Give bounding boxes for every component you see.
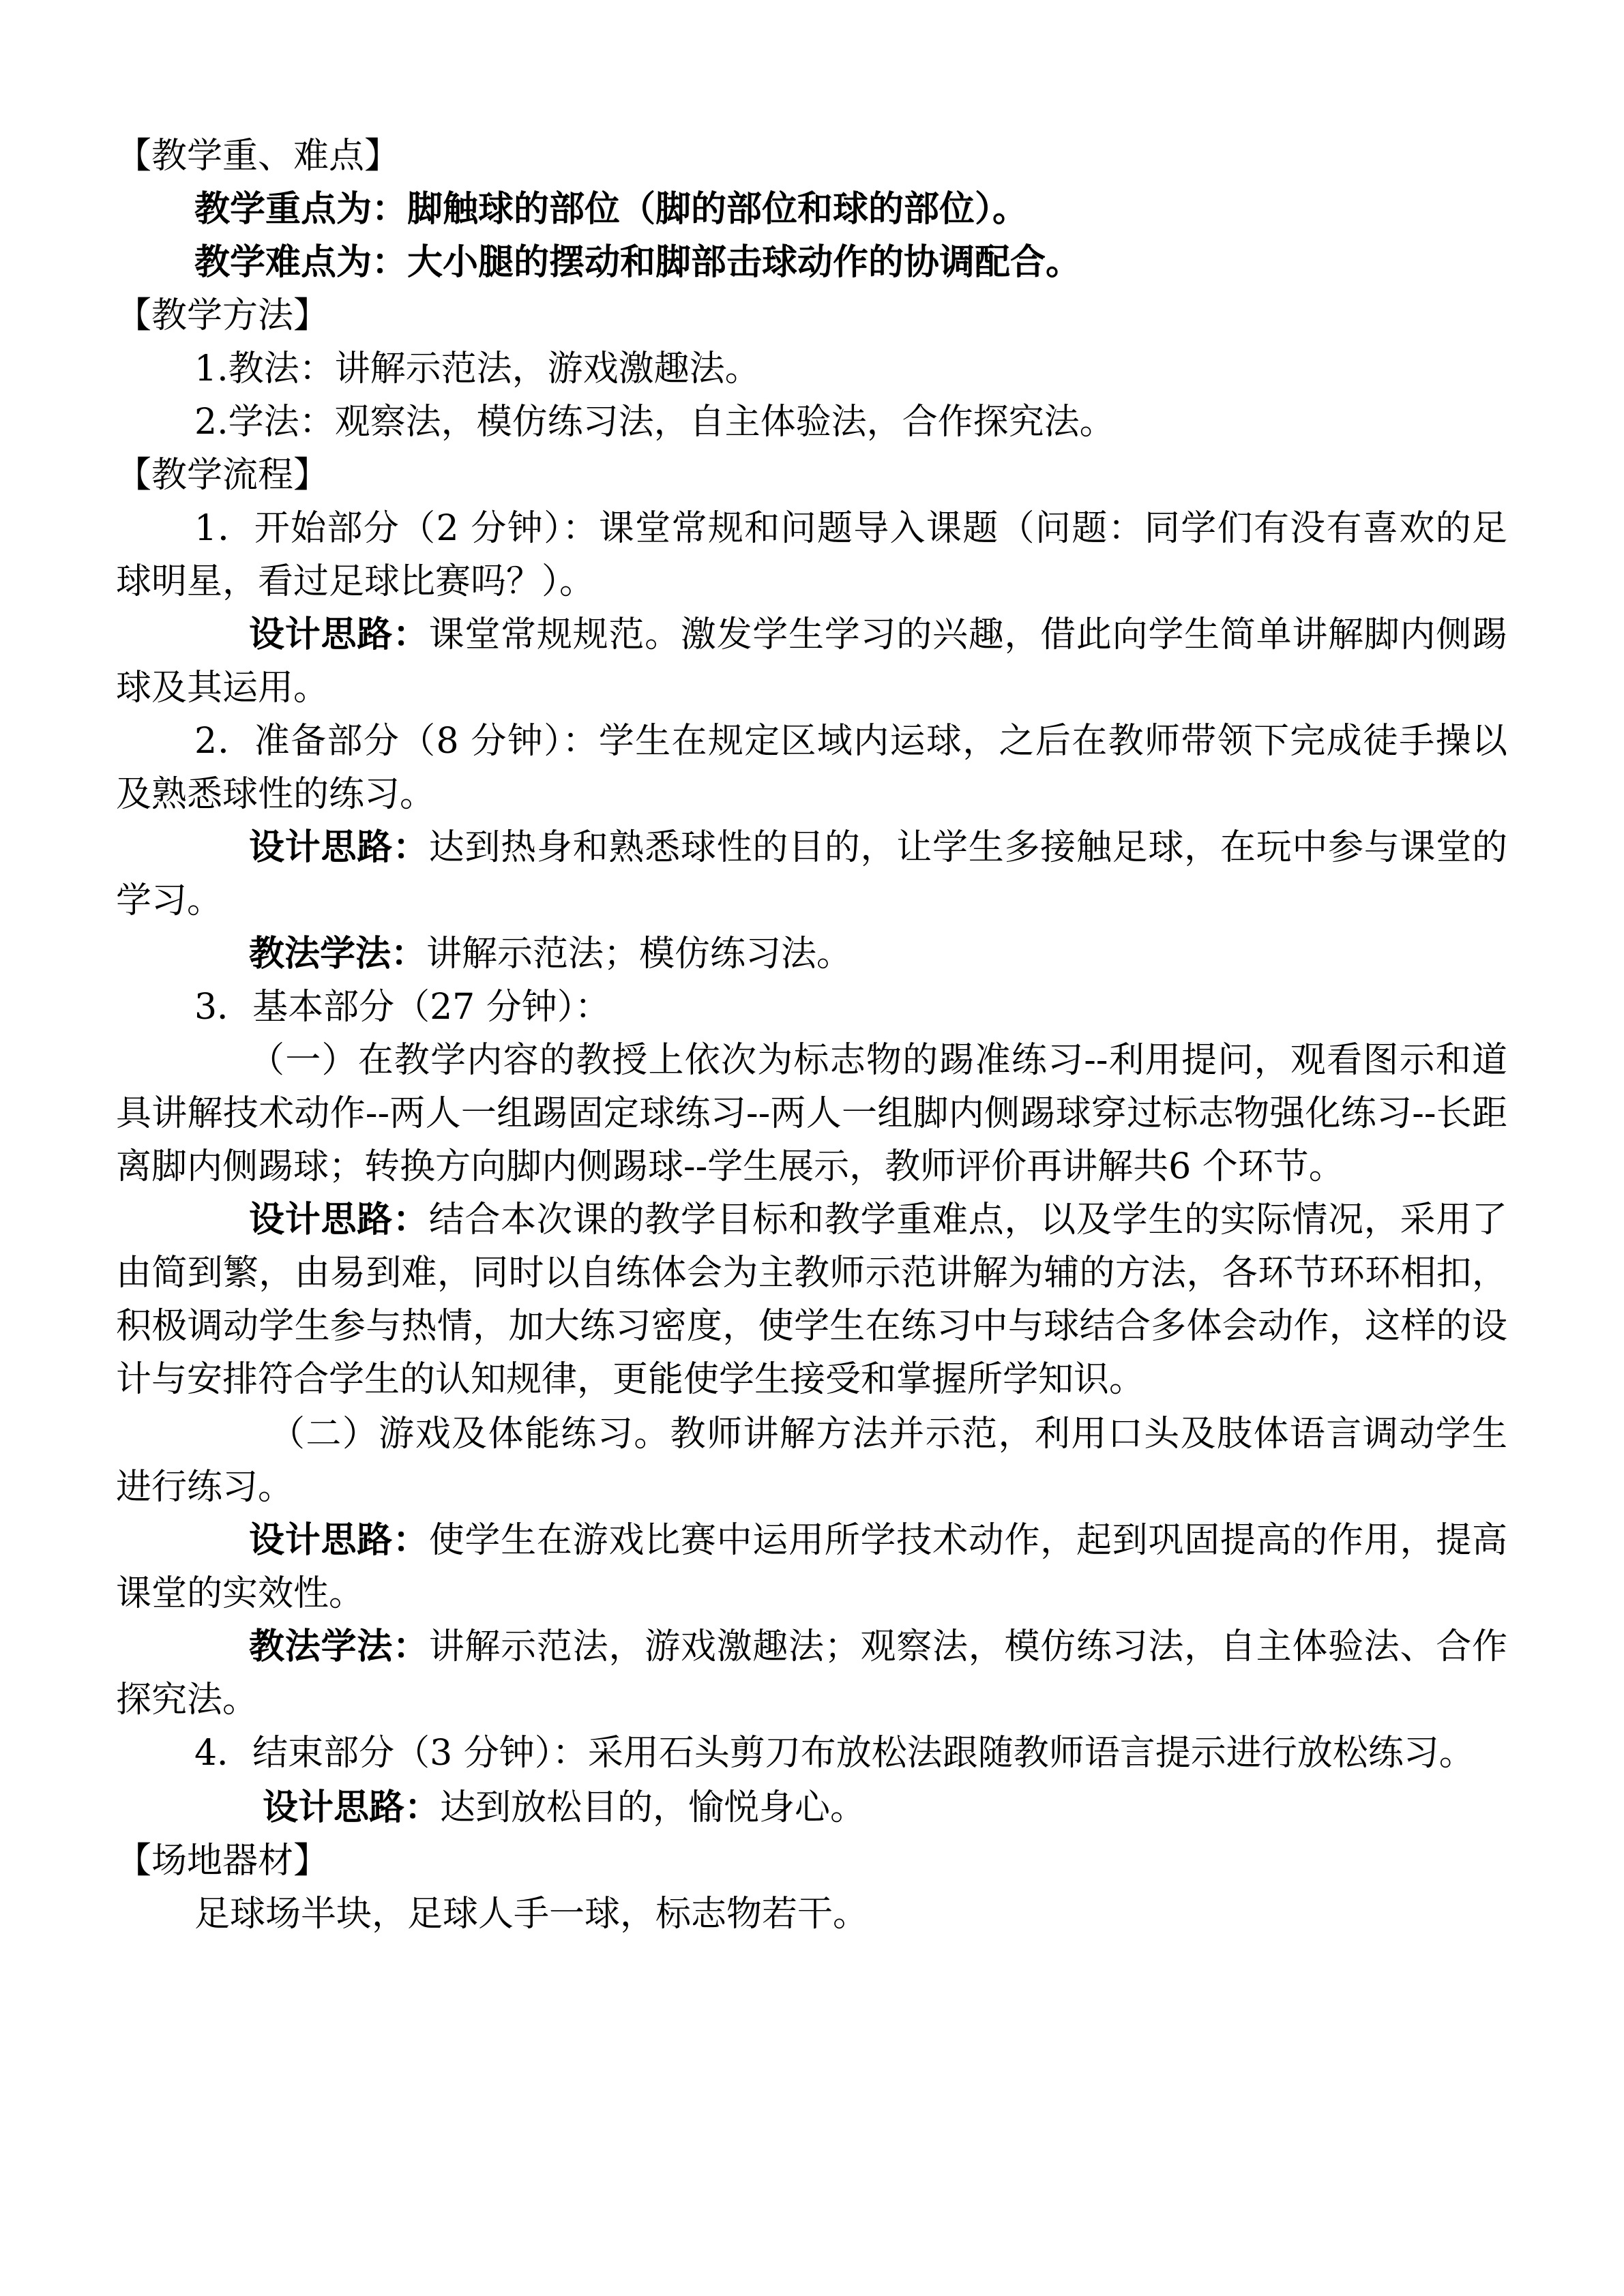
design-text: 结合本次课的教学目标和教学重难点，以及学生的实际情况，采用了由简到繁，由易到难，同时以自练体会为主教师示范讲解为辅的方法，各环节环环相扣，积极调动学生参与热情，加大练习密度，使学生在练习中与球结合多体会动作，这样的设计与安排符合学生的认知规律，更能使学生接受和掌握所学知识。: [116, 1199, 1507, 1400]
process-prep-part: 2．准备部分（8 分钟）：学生在规定区域内运球，之后在教师带领下完成徒手操以及熟悉球性的练习。: [116, 721, 1507, 815]
design-label: 设计思路：: [249, 1519, 429, 1561]
focus-heading: 【教学重、难点】: [116, 136, 400, 177]
method-label: 教法学法：: [249, 1626, 429, 1667]
design-label: 设计思路：: [249, 1199, 429, 1240]
process-basic-sub1-design: [116, 1193, 1507, 1406]
process-end-part: 4．结束部分（3 分钟）：采用石头剪刀布放松法跟随教师语言提示进行放松练习。: [194, 1733, 1475, 1774]
process-start-part: 1．开始部分（2 分钟）：课堂常规和问题导入课题（问题：同学们有没有喜欢的足球明星，看过足球比赛吗？）。: [116, 508, 1507, 602]
learning-method: 2.学法：观察法，模仿练习法，自主体验法，合作探究法。: [194, 402, 1115, 443]
process-start-design: [116, 608, 1507, 715]
process-basic-method: [116, 1620, 1507, 1727]
difficult-point: 教学难点为：大小腿的摆动和脚部击球动作的协调配合。: [194, 241, 1082, 283]
methods-heading: 【教学方法】: [116, 295, 329, 336]
method-text: 讲解示范法，游戏激趣法；观察法，模仿练习法，自主体验法、合作探究法。: [116, 1626, 1507, 1720]
process-basic-sub2: （二）游戏及体能练习。教师讲解方法并示范，利用口头及肢体语言调动学生进行练习。: [116, 1414, 1507, 1508]
method-text: 讲解示范法；模仿练习法。: [426, 934, 853, 974]
process-heading: 【教学流程】: [116, 455, 329, 496]
process-end-design: [116, 1781, 1507, 1834]
process-basic-sub2-design: [116, 1514, 1507, 1620]
key-point: 教学重点为：脚触球的部位（脚的部位和球的部位）。: [194, 188, 1029, 230]
teaching-method: 1.教法：讲解示范法，游戏激趣法。: [194, 348, 761, 389]
design-label: 设计思路：: [249, 614, 429, 655]
design-text: 使学生在游戏比赛中运用所学技术动作，起到巩固提高的作用，提高课堂的实效性。: [116, 1520, 1507, 1614]
design-label: 设计思路：: [249, 826, 429, 868]
process-basic-sub1: （一）在教学内容的教授上依次为标志物的踢准练习--利用提问，观看图示和道具讲解技术动作--两人一组踢固定球练习--两人一组脚内侧踢球穿过标志物强化练习--长距离脚内侧踢球；转换方向脚内侧踢球--学生展示，教师评价再讲解共6 个环节。: [116, 1040, 1507, 1187]
method-label: 教法学法：: [249, 933, 427, 974]
design-text: 达到放松目的，愉悦身心。: [440, 1787, 866, 1828]
process-prep-method: [116, 927, 1507, 981]
equipment-heading: 【场地器材】: [116, 1840, 329, 1881]
process-basic-part: 3．基本部分（27 分钟）：: [194, 987, 610, 1028]
document-page: [116, 130, 1507, 1941]
process-prep-design: [116, 821, 1507, 927]
design-text: 达到热身和熟悉球性的目的，让学生多接触足球，在玩中参与课堂的学习。: [116, 827, 1507, 921]
design-text: 课堂常规规范。激发学生学习的兴趣，借此向学生简单讲解脚内侧踢球及其运用。: [116, 614, 1507, 709]
design-label: 设计思路：: [263, 1787, 441, 1828]
equipment-text: 足球场半块，足球人手一球，标志物若干。: [194, 1894, 869, 1935]
